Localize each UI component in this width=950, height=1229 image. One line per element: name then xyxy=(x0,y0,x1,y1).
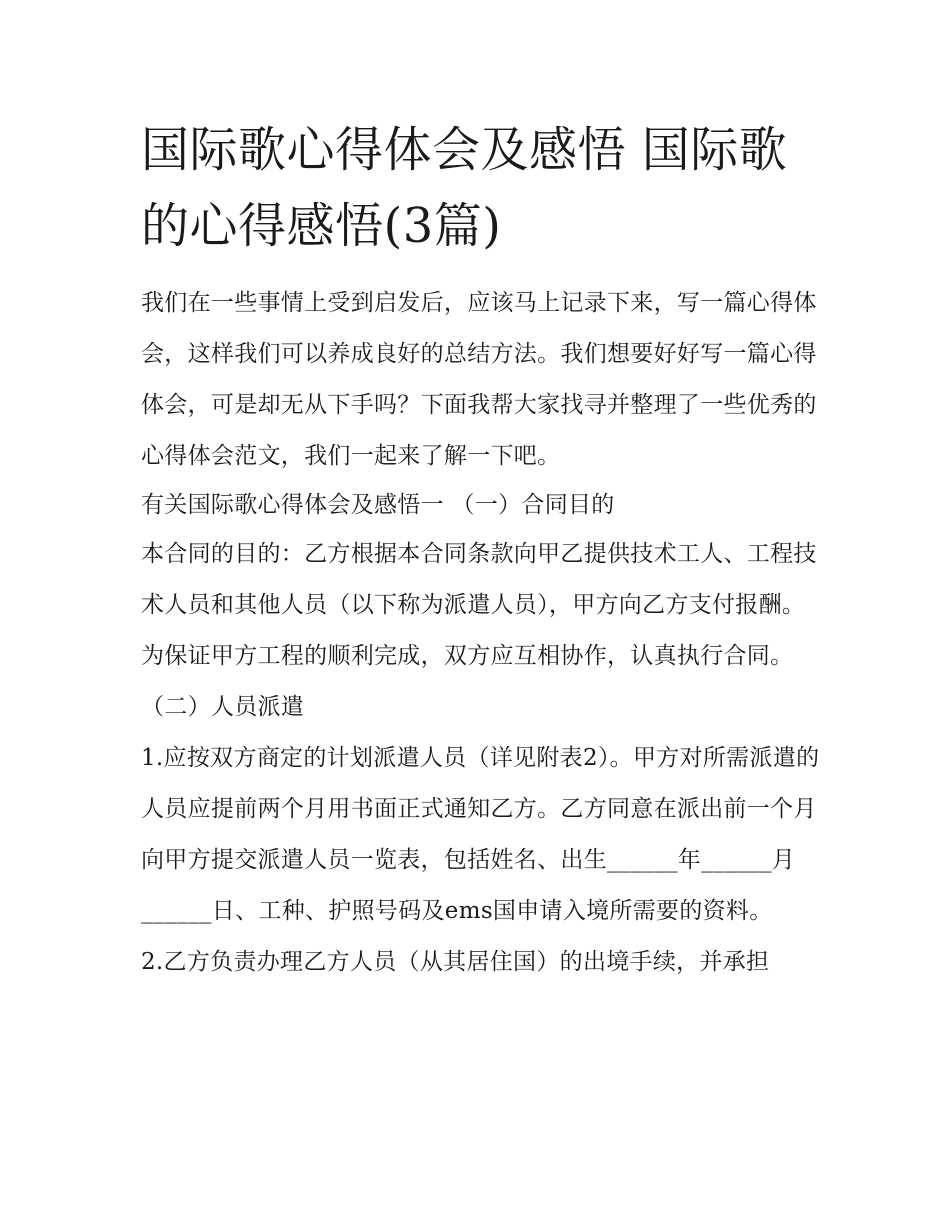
clause-1-paragraph: 1.应按双方商定的计划派遣人员（详见附表2）。甲方对所需派遣的人员应提前两个月用书面正式通知乙方。乙方同意在派出前一个月向甲方提交派遣人员一览表，包括姓名、出生______年______月______日、工种、护照号码及ems国申请入境所需要的资料。 xyxy=(141,745,820,924)
document-title: 国际歌心得体会及感悟 国际歌的心得感悟(3篇) xyxy=(141,122,788,254)
intro-paragraph: 我们在一些事情上受到启发后，应该马上记录下来，写一篇心得体会，这样我们可以养成良好的总结方法。我们想要好好写一篇心得体会，可是却无从下手吗？下面我帮大家找寻并整理了一些优秀的心得体会范文，我们一起来了解一下吧。 xyxy=(141,290,817,469)
cooperation-paragraph: 为保证甲方工程的顺利完成，双方应互相协作，认真执行合同。 （二）人员派遣 xyxy=(141,643,794,720)
document-page xyxy=(141,112,821,988)
section-heading-1: 有关国际歌心得体会及感悟一 （一）合同目的 xyxy=(141,492,615,518)
clause-2-paragraph: 2.乙方负责办理乙方人员（从其居住国）的出境手续，并承担 xyxy=(141,949,770,975)
contract-purpose-paragraph: 本合同的目的：乙方根据本合同条款向甲乙提供技术工人、工程技术人员和其他人员（以下称为派遣人员），甲方向乙方支付报酬。 xyxy=(141,541,817,618)
